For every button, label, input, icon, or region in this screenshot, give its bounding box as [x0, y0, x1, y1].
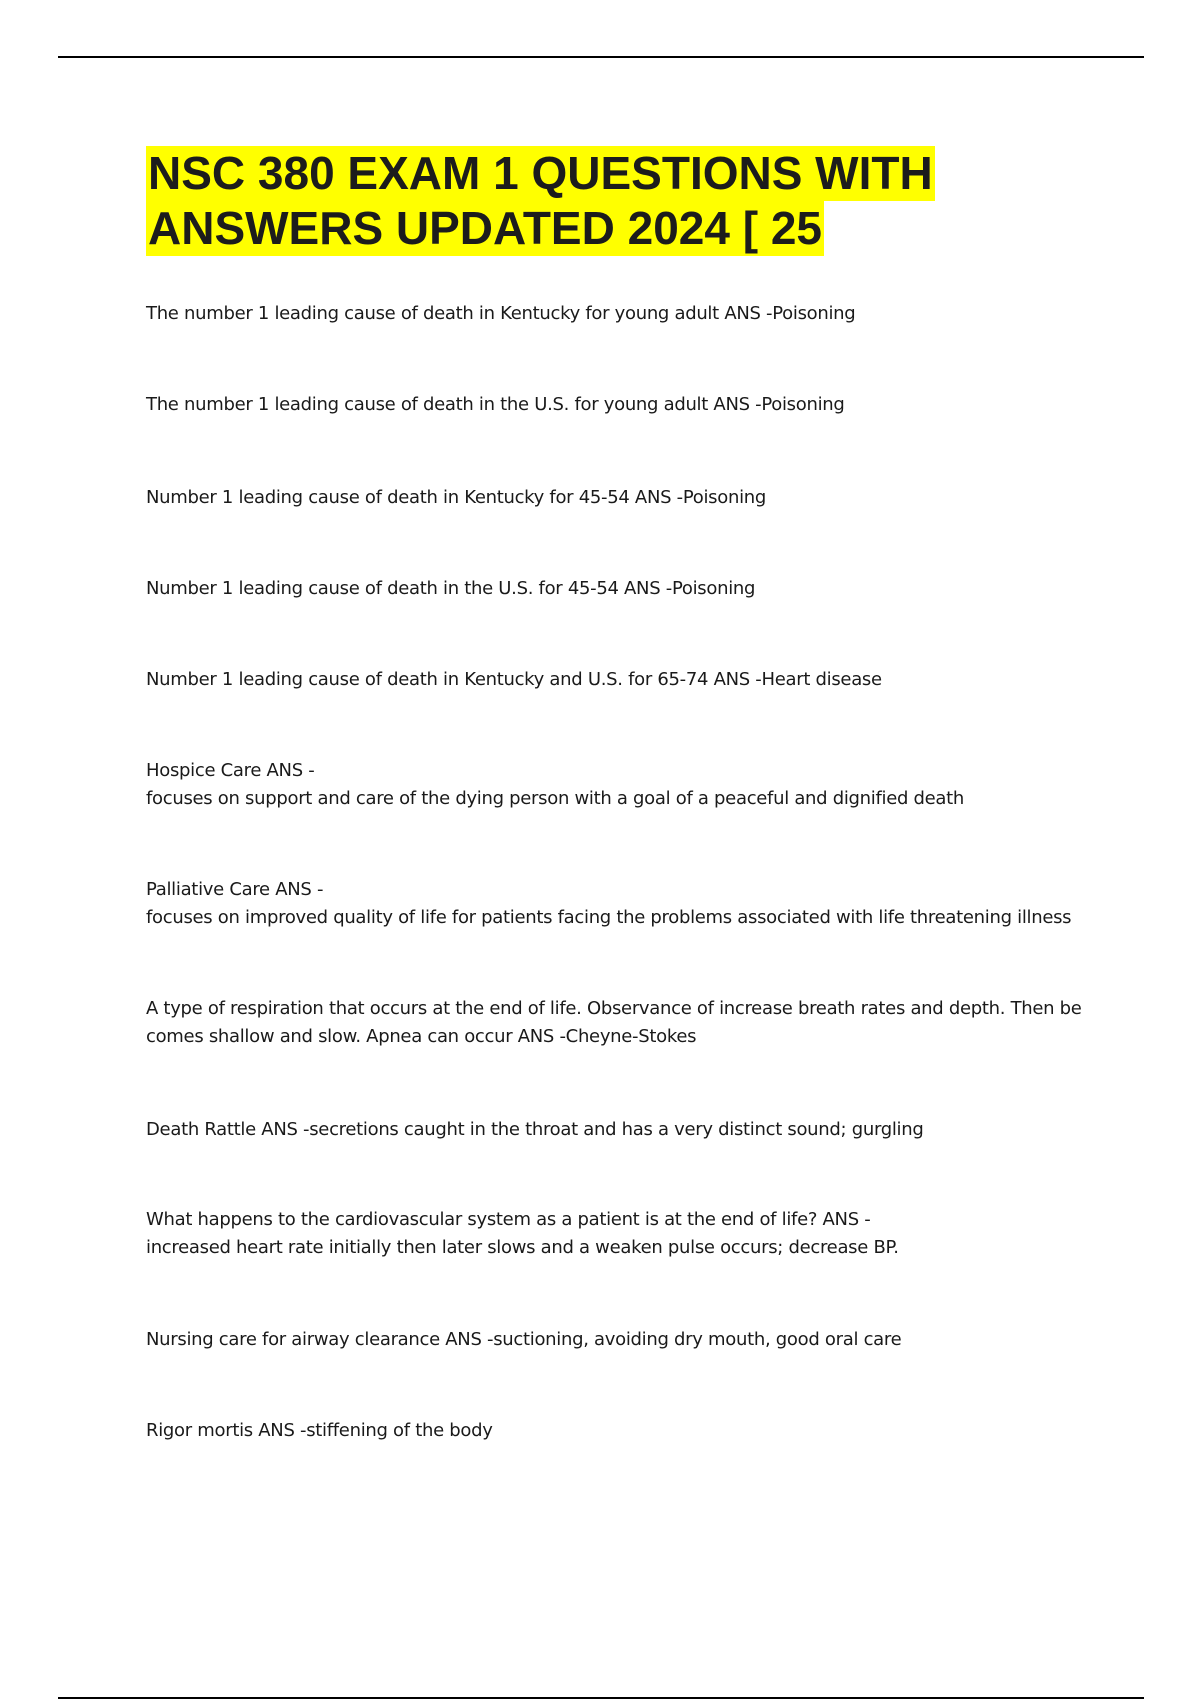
qa-item-10 — [146, 1206, 1106, 1262]
qa-line: Number 1 leading cause of death in Kentucky and U.S. for 65-74 ANS -Heart disease — [146, 669, 882, 690]
qa-line: comes shallow and slow. Apnea can occur ANS -Cheyne-Stokes — [146, 1026, 697, 1047]
qa-line: What happens to the cardiovascular system as a patient is at the end of life? ANS - — [146, 1209, 871, 1230]
title-line-2: ANSWERS UPDATED 2024 [ 25 — [148, 202, 822, 254]
qa-item-6 — [146, 757, 1106, 813]
qa-item-2 — [146, 391, 1106, 419]
bottom-rule — [58, 1697, 1144, 1699]
qa-item-9 — [146, 1116, 1106, 1144]
qa-line: focuses on improved quality of life for patients facing the problems associated with life threatening illness — [146, 907, 1072, 928]
qa-item-7 — [146, 876, 1106, 932]
qa-line: Number 1 leading cause of death in the U.S. for 45-54 ANS -Poisoning — [146, 578, 756, 599]
qa-item-1 — [146, 300, 1106, 328]
qa-line: The number 1 leading cause of death in Kentucky for young adult ANS -Poisoning — [146, 303, 856, 324]
qa-item-12 — [146, 1417, 1106, 1445]
qa-line: Nursing care for airway clearance ANS -suctioning, avoiding dry mouth, good oral care — [146, 1329, 902, 1350]
qa-line: Palliative Care ANS - — [146, 879, 324, 900]
qa-line: Hospice Care ANS - — [146, 760, 315, 781]
qa-line: A type of respiration that occurs at the end of life. Observance of increase breath rates and depth. Then be — [146, 998, 1082, 1019]
document-title — [146, 146, 1046, 256]
qa-line: Rigor mortis ANS -stiffening of the body — [146, 1420, 493, 1441]
qa-item-4 — [146, 575, 1106, 603]
qa-line: The number 1 leading cause of death in the U.S. for young adult ANS -Poisoning — [146, 394, 845, 415]
qa-line: Death Rattle ANS -secretions caught in the throat and has a very distinct sound; gurgling — [146, 1119, 924, 1140]
title-line-1: NSC 380 EXAM 1 QUESTIONS WITH — [148, 147, 933, 199]
qa-item-3 — [146, 484, 1106, 512]
top-rule — [58, 56, 1144, 58]
qa-item-8 — [146, 995, 1106, 1051]
qa-line: focuses on support and care of the dying person with a goal of a peaceful and dignified death — [146, 788, 965, 809]
qa-line: increased heart rate initially then later slows and a weaken pulse occurs; decrease BP. — [146, 1237, 899, 1258]
qa-item-11 — [146, 1326, 1106, 1354]
qa-line: Number 1 leading cause of death in Kentucky for 45-54 ANS -Poisoning — [146, 487, 767, 508]
qa-item-5 — [146, 666, 1106, 694]
